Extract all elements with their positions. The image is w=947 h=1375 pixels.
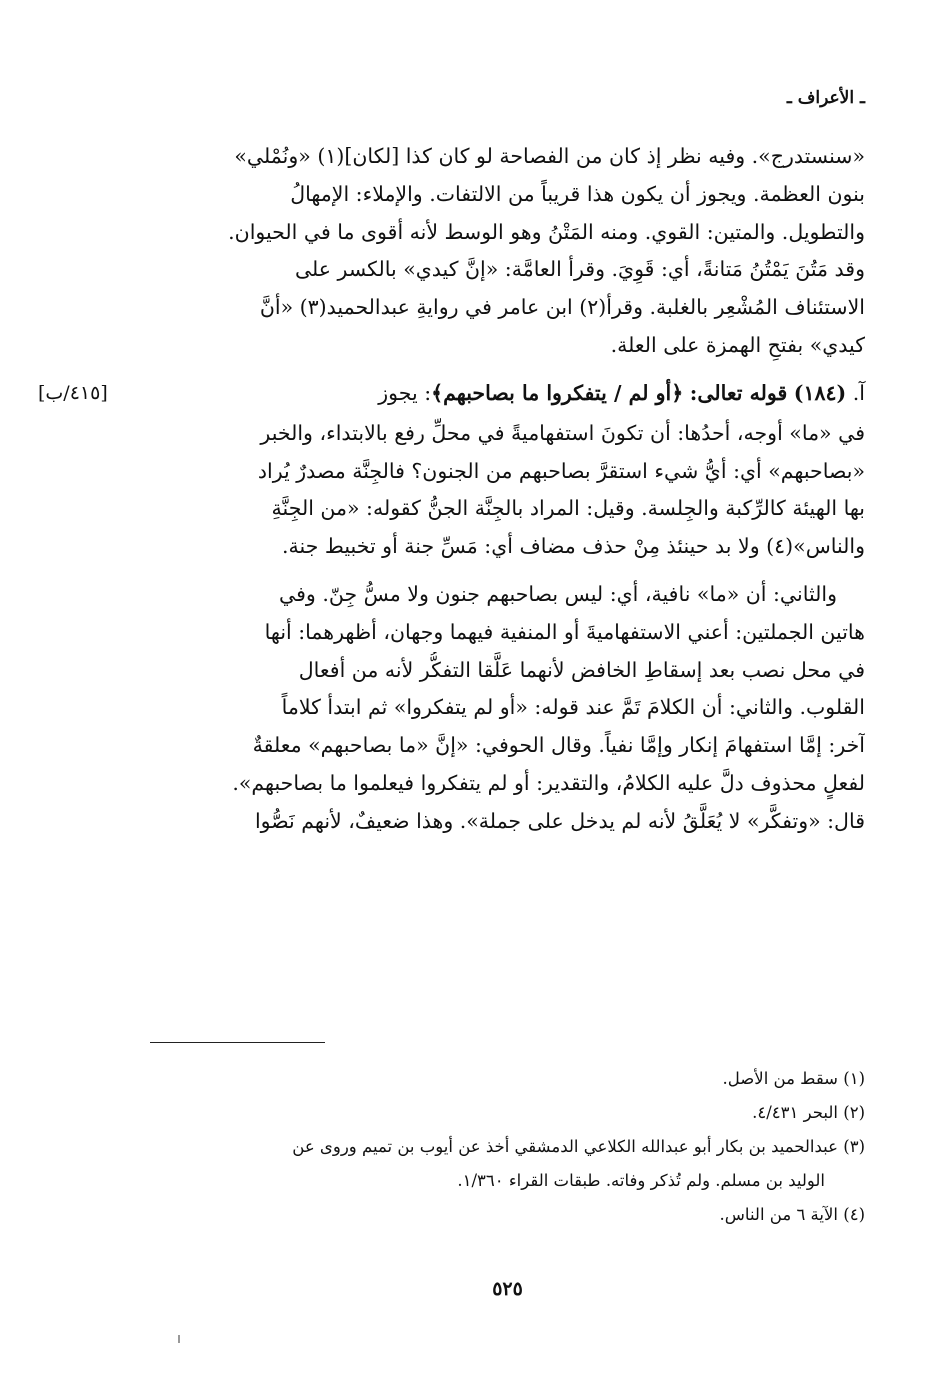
p3-line-6: لفعلٍ محذوف دلَّ عليه الكلامُ، والتقدير: أو لم يتفكروا فيعلموا ما بصاحبهم». <box>232 770 865 795</box>
p1-line-2: بنون العظمة. ويجوز أن يكون هذا قريباً من الالتفات. والإملاء: الإمهالُ <box>290 181 865 206</box>
p2-line-2: «بصاحبهم» أي: أيُّ شيء استقرَّ بصاحبهم من الجنون؟ فالجِنَّة مصدرٌ يُراد <box>257 458 865 483</box>
p3-line-5: آخر: إمَّا استفهامَ إنكار وإمَّا نفياً. وقال الحوفي: «إنَّ «ما بصاحبهم» معلقةٌ <box>252 733 865 758</box>
page-number: ٥٢٥ <box>492 1278 523 1300</box>
p2-line-4: والناس»(٤) ولا بد حينئذ مِنْ حذف مضاف أي: مَسِّ جنة أو تخبيط جنة. <box>282 534 865 559</box>
p1-line-3: والتطويل. والمتين: القوي. ومنه المَتْنُ وهو الوسط لأنه أقوى ما في الحيوان. <box>228 219 865 244</box>
verse-number: (١٨٤) <box>793 380 847 405</box>
p3-line-3: في محل نصب بعد إسقاطِ الخافض لأنهما عَلَّقا التفكُّر لأنه من أفعال <box>298 657 865 682</box>
footnote-text: الآية ٦ من الناس. <box>719 1205 838 1224</box>
p3-line-2: هاتين الجملتين: أعني الاستفهاميةَ أو المنفية فيهما وجهان، أظهرهما: أنها <box>264 619 865 644</box>
body-text <box>38 138 865 841</box>
footnote-3-continuation: الوليد بن مسلم. ولم تُذكر وفاته. طبقات القراء ١/٣٦٠. <box>457 1171 825 1190</box>
p1-line-4: وقد مَتُنَ يَمْتُنُ مَتانةً، أي: قَوِيَ. وقرأ العامَّة: «إنَّ كيدي» بالكسر على <box>294 257 865 282</box>
footnote-divider <box>150 1042 325 1043</box>
footnote-1 <box>150 1062 865 1096</box>
page <box>38 0 865 1375</box>
footnote-2 <box>150 1096 865 1130</box>
paragraph-gap <box>150 365 865 375</box>
p2-line-1: في «ما» أوجه، أحدُها: أن تكونَ استفهاميةً في محلِّ رفع بالابتداء، والخبر <box>260 420 865 445</box>
footnote-mark: (١) <box>843 1069 865 1088</box>
footnote-3 <box>150 1130 865 1164</box>
scan-speck <box>178 1335 180 1343</box>
running-head: ـ الأعراف ـ <box>786 88 865 108</box>
p1-line-1: «سنستدرج». وفيه نظر إذ كان من الفصاحة لو كان كذا [لكان](١) «ونُمْلي» <box>234 144 865 168</box>
p1-line-6: كيدي» بفتحِ الهمزة على العلة. <box>610 332 865 357</box>
footnote-mark: (٢) <box>843 1103 865 1122</box>
footnote-text: عبدالحميد بن بكار أبو عبدالله الكلاعي الدمشقي أخذ عن أيوب بن تميم وروى عن <box>292 1137 838 1156</box>
footnote-mark: (٣) <box>843 1137 865 1156</box>
footnote-mark: (٤) <box>843 1205 865 1224</box>
verse-quote: ﴿أو لم / يتفكروا ما بصاحبهم﴾ <box>431 380 684 405</box>
p3-line-4: القلوب. والثاني: أن الكلامَ تَمَّ عند قوله: «أو لم يتفكروا» ثم ابتدأ كلاماً <box>281 695 865 720</box>
footnote-text: البحر ٤/٤٣١. <box>752 1103 838 1122</box>
footnotes <box>150 1062 865 1232</box>
margin-folio-ref: [٤١٥/ب] <box>38 381 108 404</box>
verse-prefix: آ. <box>852 380 865 405</box>
verse-heading <box>38 375 865 415</box>
p1-line-5: الاستئناف المُشْعِر بالغلبة. وقرأ(٢) ابن عامر في روايةِ عبدالحميد(٣) «أنَّ <box>259 295 865 320</box>
p2-line-3: بها الهيئة كالرِّكبة والجِلسة. وقيل: المراد بالجِنَّة الجنُّ كقوله: «من الجِنَّةِ <box>271 496 865 521</box>
footnote-4 <box>150 1198 865 1232</box>
paragraph-gap <box>150 566 865 576</box>
footnote-text: سقط من الأصل. <box>722 1069 838 1088</box>
verse-after: : يجوز <box>378 380 432 405</box>
p3-line-7: قال: «وتفكَّر» لا يُعَلَّقُ لأنه لم يدخل على جملة». وهذا ضعيفٌ، لأنهم نَصُّوا <box>254 808 865 833</box>
p3-line-1: والثاني: أن «ما» نافية، أي: ليس بصاحبهم جنون ولا مسُّ جِنّ. وفي <box>279 581 837 606</box>
verse-label: قوله تعالى: <box>689 380 788 405</box>
